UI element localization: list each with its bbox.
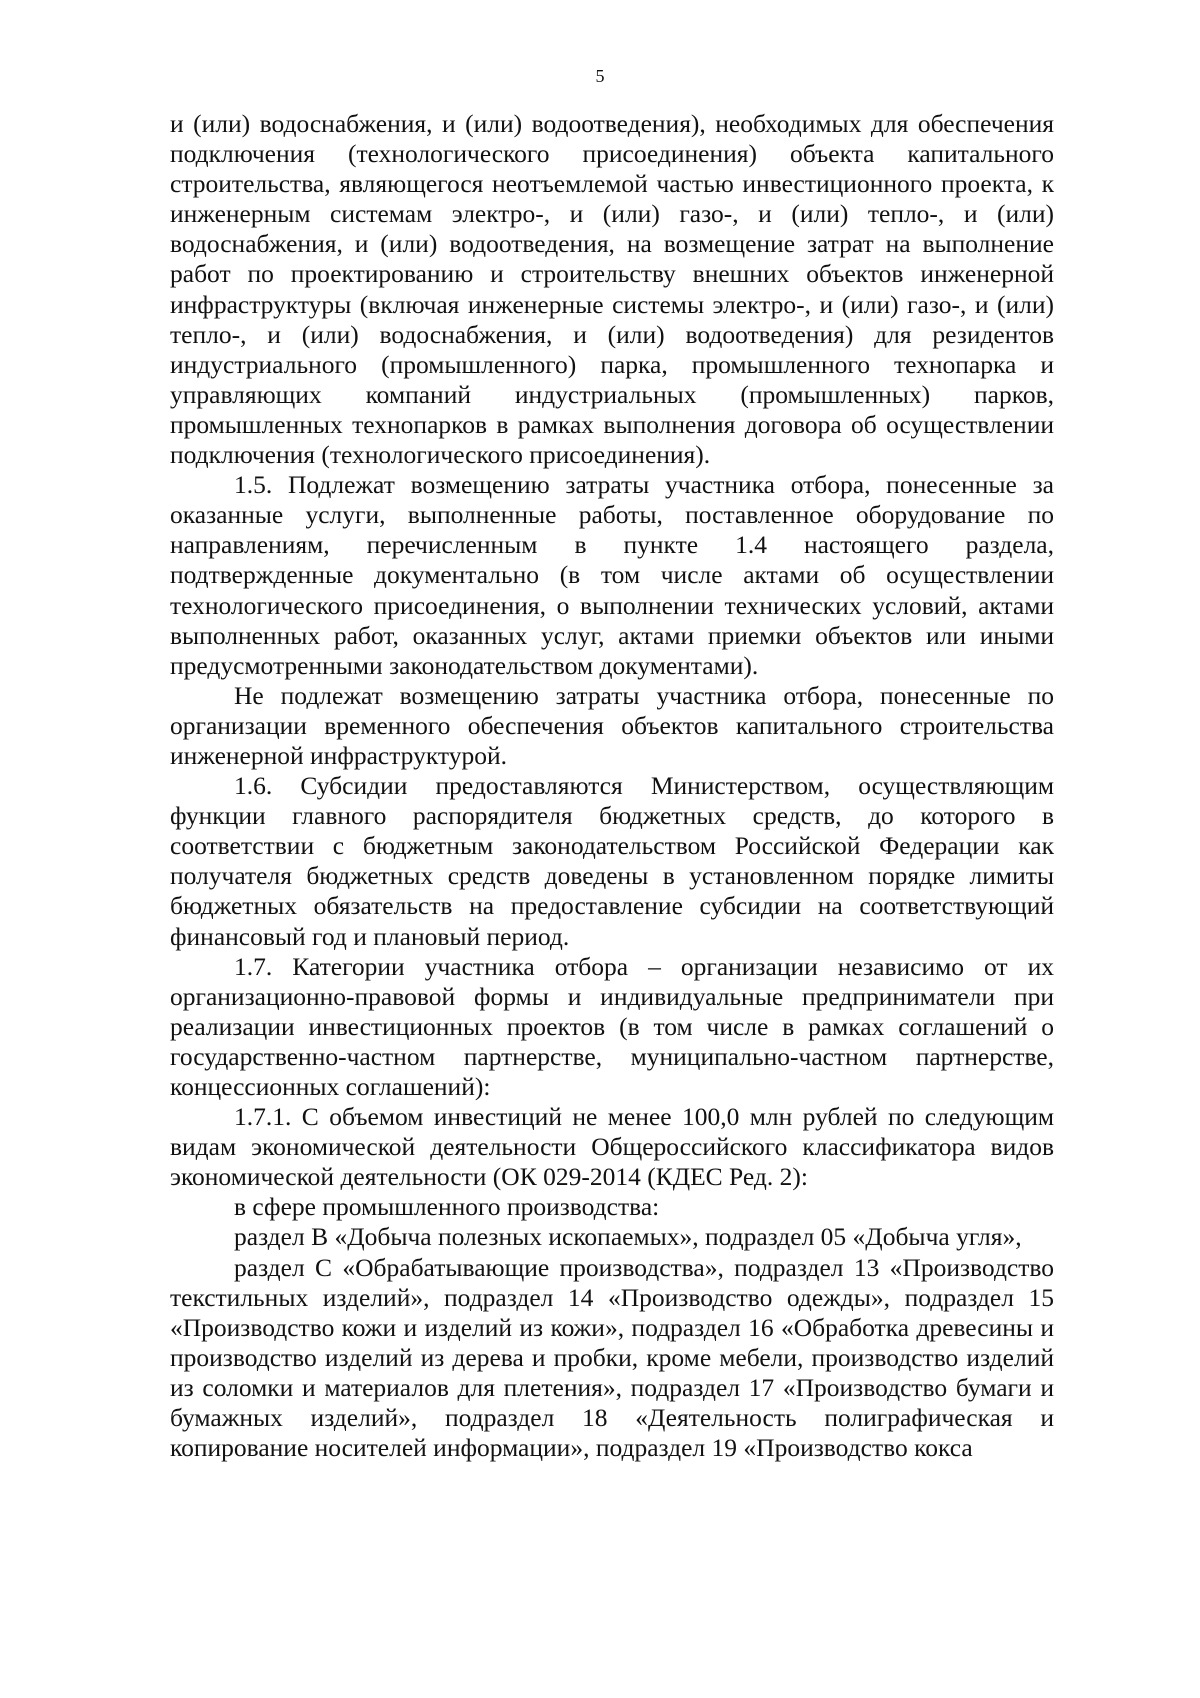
paragraph-industrial-sector: в сфере промышленного производства:: [234, 1192, 660, 1222]
paragraph-section-b: раздел B «Добыча полезных ископаемых», подраздел 05 «Добыча угля»,: [234, 1222, 1022, 1252]
page-number: 5: [595, 66, 605, 86]
paragraph-1-7-1: 1.7.1. С объемом инвестиций не менее 100,0 млн рублей по следующим видам экономической деятельности Общероссийского классификатора видов экономической деятельности (ОК 029-2014 (КДЕС Ред. 2):: [170, 1102, 1054, 1192]
paragraph-not-reimbursed: Не подлежат возмещению затраты участника отбора, понесенные по организации временного обеспечения объектов капитального строительства инженерной инфраструктурой.: [170, 680, 1054, 770]
paragraph-1-6: 1.6. Субсидии предоставляются Министерством, осуществляющим функции главного распорядителя бюджетных средств, до которого в соответствии с бюджетным законодательством Российской Федерации как получателя бюджетных средств доведены в установленном порядке лимиты бюджетных обязательств на предоставление субсидии на соответствующий финансовый год и плановый период.: [170, 771, 1054, 951]
paragraph-continuation: и (или) водоснабжения, и (или) водоотведения), необходимых для обеспечения подключения (технологического присоединения) объекта капитального строительства, являющегося неотъемлемой частью инвестиционного проекта, к инженерным системам электро-, и (или) газо-, и (или) тепло-, и (или) водоснабжения, и (или) водоотведения, на возмещение затрат на выполнение работ по проектированию и строительству внешних объектов инженерной инфраструктуры (включая инженерные системы электро-, и (или) газо-, и (или) тепло-, и (или) водоснабжения, и (или) водоотведения) для резидентов индустриального (промышленного) парка, промышленного технопарка и управляющих компаний индустриальных (промышленных) парков, промышленных технопарков в рамках выполнения договора об осуществлении подключения (технологического присоединения).: [170, 109, 1054, 470]
document-body: [170, 109, 1054, 1463]
paragraph-1-7: 1.7. Категории участника отбора – организации независимо от их организационно-правовой формы и индивидуальные предприниматели при реализации инвестиционных проектов (в том числе в рамках соглашений о государственно-частном партнерстве, муниципально-частном партнерстве, концессионных соглашений):: [170, 951, 1054, 1101]
paragraph-section-c: раздел C «Обрабатывающие производства», подраздел 13 «Производство текстильных изделий», подраздел 14 «Производство одежды», подраздел 15 «Производство кожи и изделий из кожи», подраздел 16 «Обработка древесины и производство изделий из дерева и пробки, кроме мебели, производство изделий из соломки и материалов для плетения», подраздел 17 «Производство бумаги и бумажных изделий», подраздел 18 «Деятельность полиграфическая и копирование носителей информации», подраздел 19 «Производство кокса: [170, 1252, 1054, 1463]
paragraph-1-5: 1.5. Подлежат возмещению затраты участника отбора, понесенные за оказанные услуги, выполненные работы, поставленное оборудование по направлениям, перечисленным в пункте 1.4 настоящего раздела, подтвержденные документально (в том числе актами об осуществлении технологического присоединения, о выполнении технических условий, актами выполненных работ, оказанных услуг, актами приемки объектов или иными предусмотренными законодательством документами).: [170, 470, 1054, 680]
